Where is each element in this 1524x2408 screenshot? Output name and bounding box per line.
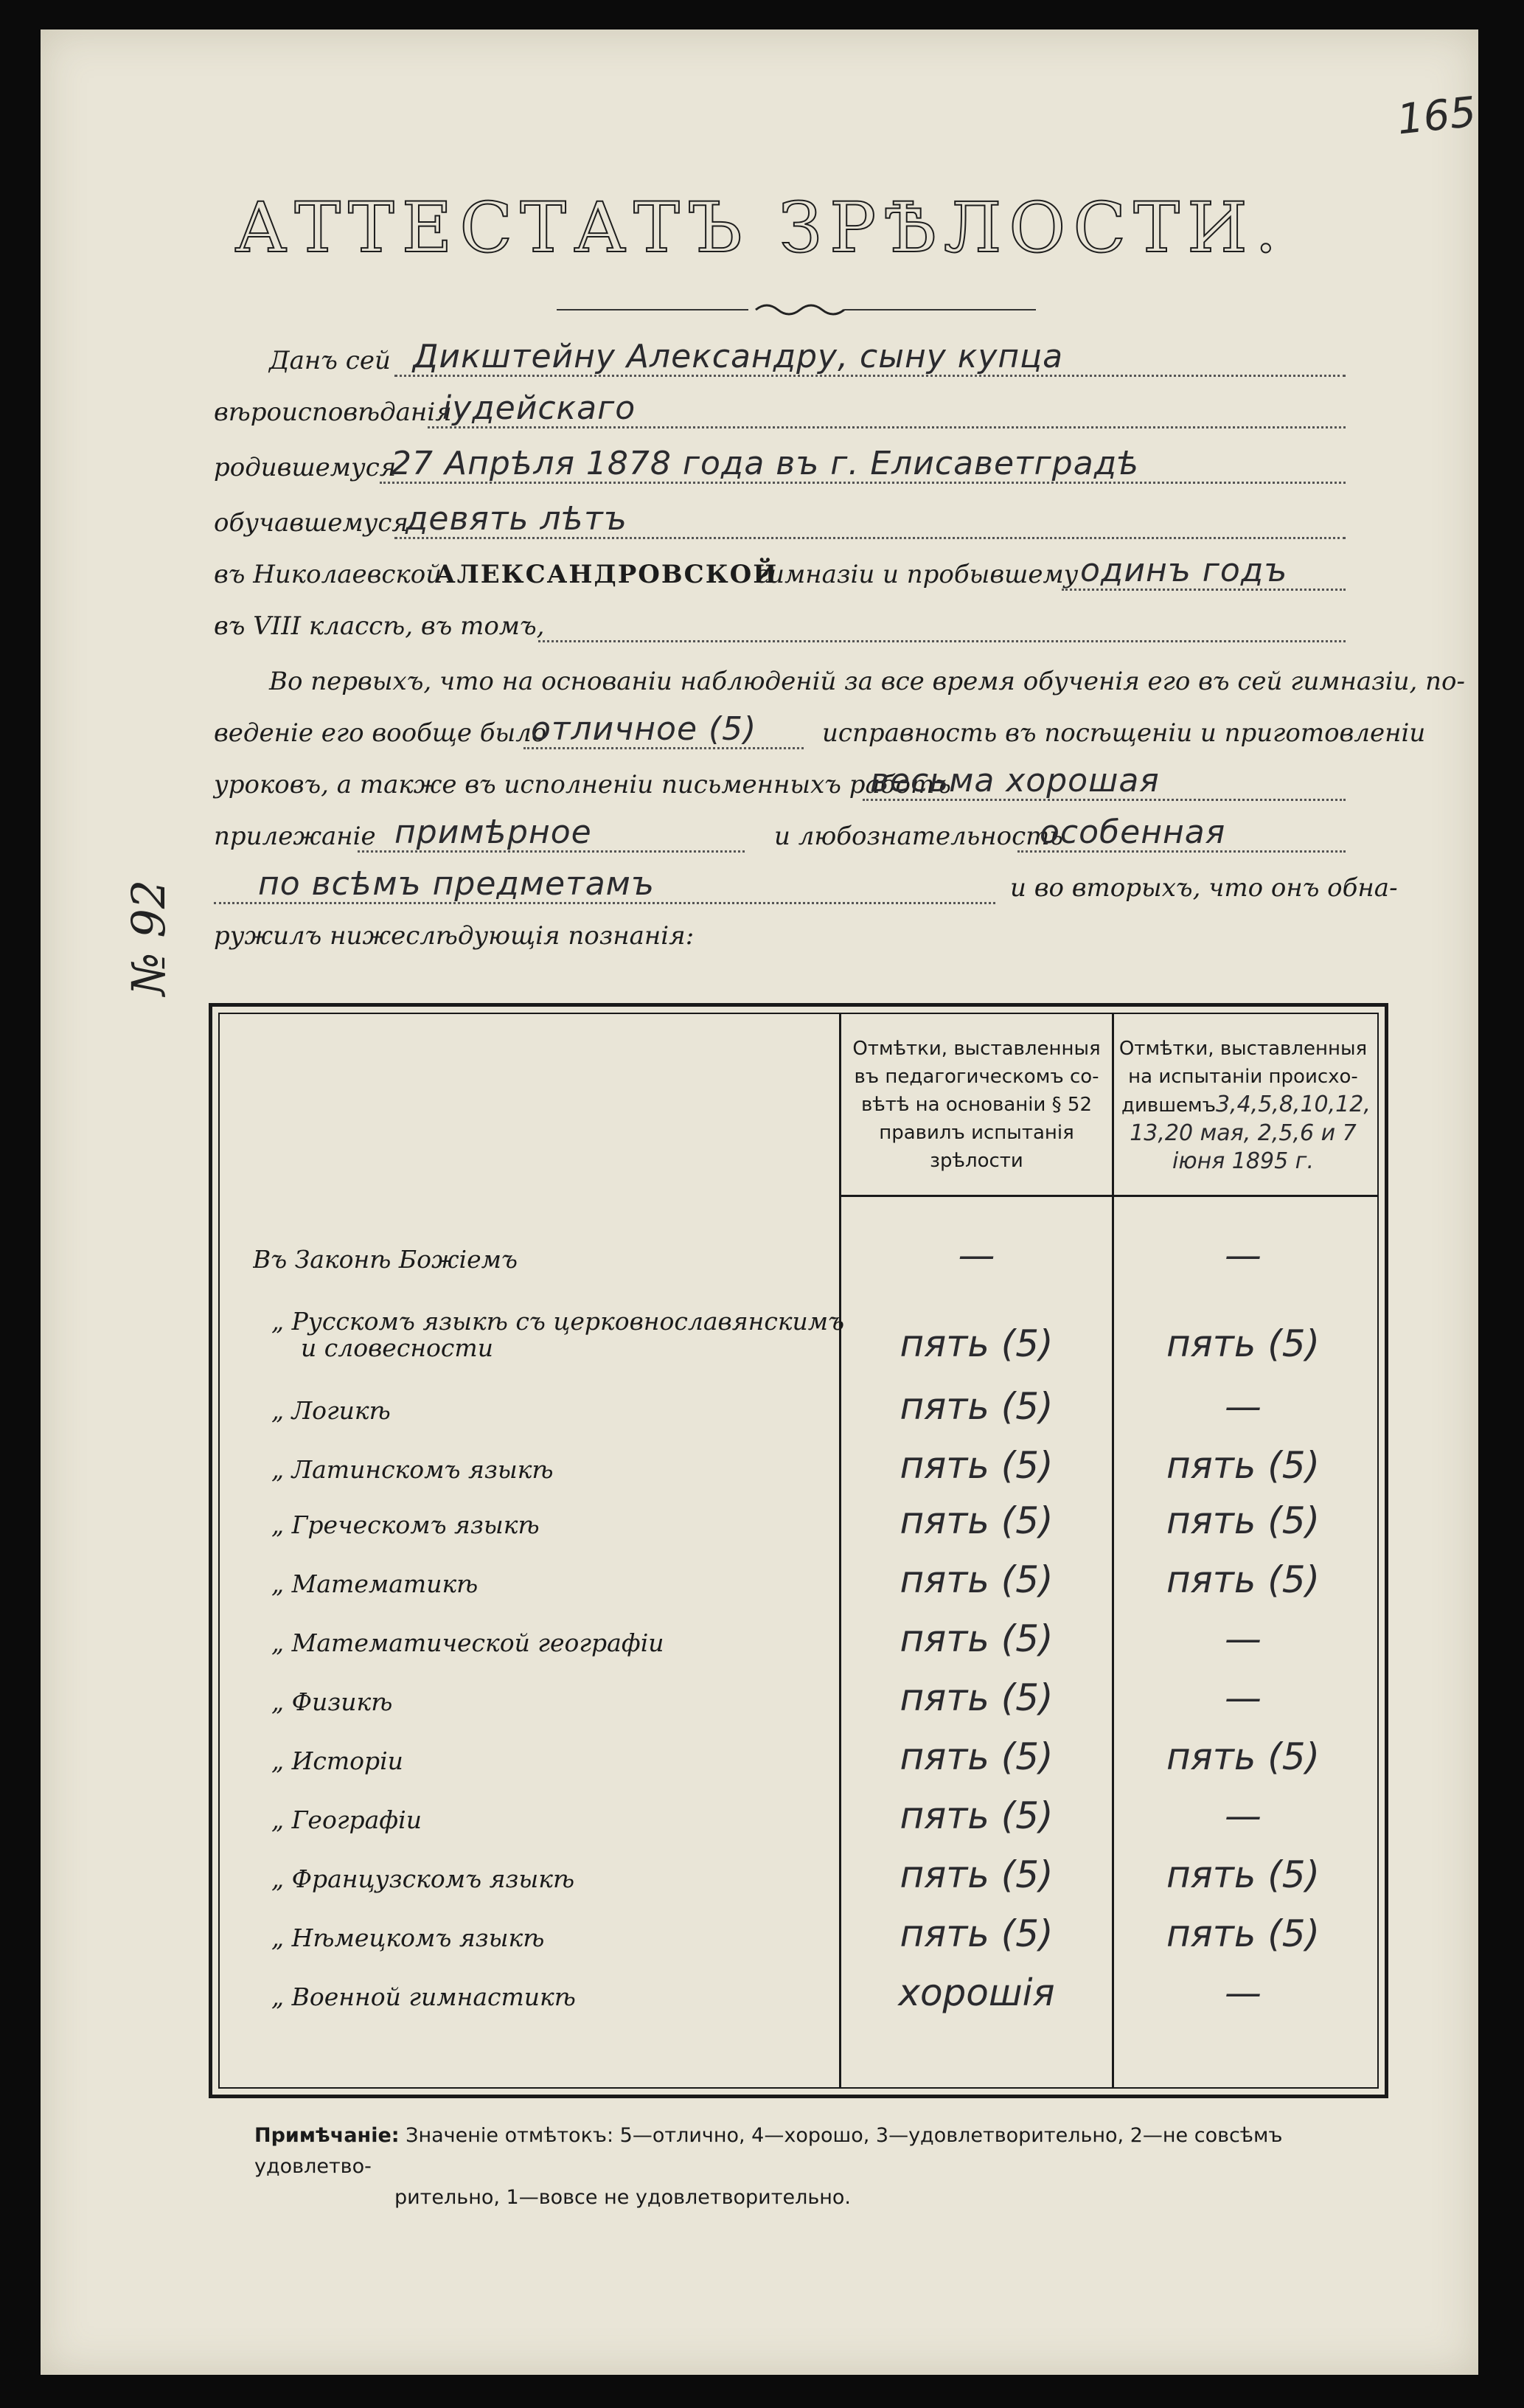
subject-name: „ Греческомъ языкѣ (271, 1510, 540, 1539)
label-written-work: уроковъ, а также въ исполненіи письменныхъ работъ (214, 770, 951, 799)
council-grade: пять (5) (900, 1676, 1054, 1719)
line-given-to (214, 336, 1346, 387)
dotted-line (538, 640, 1346, 642)
table-row (220, 1446, 1377, 1490)
subject-name: „ Нѣмецкомъ языкѣ (271, 1923, 545, 1952)
title-flourish (557, 299, 1036, 321)
subject-name: „ Французскомъ языкѣ (271, 1864, 575, 1893)
table-row (220, 1501, 1377, 1545)
label-curiosity: и любознательность (774, 822, 1063, 851)
council-grade: хорошія (898, 1971, 1055, 2014)
subject-name: „ Логикѣ (271, 1396, 391, 1425)
exam-grade: пять (5) (1166, 1912, 1321, 1955)
council-grade: пять (5) (900, 1499, 1054, 1542)
subject-name: „ Географіи (271, 1805, 422, 1834)
label-gymnasium-caps: АЛЕКСАНДРОВСКОЙ (435, 560, 779, 589)
line-written-work (214, 760, 1346, 811)
council-grade: пять (5) (900, 1444, 1054, 1487)
exam-grade: — (1225, 1234, 1262, 1277)
col2-header-dates (1114, 1091, 1372, 1120)
grades-table (209, 1003, 1388, 2098)
col2-header-prefix: дившемъ (1121, 1094, 1216, 1117)
subject-name-line1: „ Русскомъ языкѣ съ церковнославянскимъ (271, 1307, 845, 1336)
table-row (220, 1796, 1377, 1840)
col1-header-line: зрѣлости (930, 1150, 1023, 1172)
curiosity-scope-value: по всѣмъ предметамъ (258, 865, 655, 903)
exam-dates-2: 13,20 мая, 2,5,6 и 7 (1130, 1120, 1357, 1146)
margin-register-number: № 92 (122, 879, 175, 996)
col1-header-line: въ педагогическомъ со- (854, 1066, 1099, 1088)
studied-value: девять лѣтъ (406, 500, 627, 538)
exam-dates-1: 3,4,5,8,10,12, (1215, 1092, 1371, 1117)
council-grade: пять (5) (900, 1617, 1054, 1660)
label-born: родившемуся (214, 453, 397, 482)
line-religion (214, 387, 1346, 439)
subject-name: „ Военной гимнастикѣ (271, 1982, 576, 2011)
exam-grade: пять (5) (1166, 1735, 1321, 1778)
subject-name: „ Математической географіи (271, 1628, 664, 1657)
label-given: Данъ сей (269, 346, 391, 375)
label-gymnasium-a: въ Николаевской (214, 560, 442, 589)
footnote-text: Значеніе отмѣтокъ: 5—отлично, 4—хорошо, 3—удовлетворительно, 2—не совсѣмъ удовлетво- (254, 2124, 1283, 2178)
line-studied (214, 498, 1346, 549)
exam-grade: — (1225, 1794, 1262, 1837)
column-header-exam (1114, 1035, 1372, 1176)
council-grade: пять (5) (900, 1794, 1054, 1837)
table-row (220, 1678, 1377, 1722)
exam-grade: пять (5) (1166, 1853, 1321, 1896)
footnote-text-2: рительно, 1—вовсе не удовлетворительно. (394, 2186, 851, 2209)
exam-grade: — (1225, 1385, 1262, 1428)
subject-name: „ Исторіи (271, 1746, 403, 1775)
council-grade: пять (5) (900, 1385, 1054, 1428)
col1-header-line: правилъ испытанія (879, 1122, 1074, 1144)
footnote-label: Примѣчаніе: (254, 2124, 400, 2147)
line-class (214, 601, 1346, 653)
exam-grade: — (1225, 1676, 1262, 1719)
council-grade: пять (5) (900, 1558, 1054, 1601)
col2-header-line: Отмѣтки, выставленныя (1118, 1038, 1368, 1060)
subject-name: „ Латинскомъ языкѣ (271, 1455, 554, 1484)
table-row (220, 1737, 1377, 1781)
subject-name: и словесности (301, 1333, 493, 1362)
birth-value: 27 Апрѣля 1878 года въ г. Елисаветградѣ (391, 445, 1140, 482)
religion-value: іудейскаго (442, 389, 636, 427)
label-behavior: веденіе его вообще было (214, 718, 547, 748)
written-work-value: весьма хорошая (870, 762, 1160, 799)
table-row (220, 1619, 1377, 1663)
behavior-value: отличное (5) (531, 710, 757, 748)
subject-label: Въ Законѣ Божіемъ (253, 1245, 518, 1274)
stay-value: одинъ годъ (1080, 552, 1288, 589)
label-class: въ VIII классѣ, въ томъ, (214, 611, 545, 641)
council-grade: пять (5) (900, 1322, 1054, 1365)
grades-table-inner (218, 1013, 1379, 2089)
col2-header-line: на испытаніи происхо- (1128, 1066, 1358, 1088)
footnote-line-1 (254, 2120, 1405, 2182)
line-birth (214, 443, 1346, 494)
exam-grade: пять (5) (1166, 1322, 1321, 1365)
table-row (220, 1855, 1377, 1899)
table-row (220, 1302, 1377, 1368)
label-discovered: ружилъ нижеслѣдующія познанія: (214, 921, 695, 951)
exam-grade: — (1225, 1617, 1262, 1660)
subject-name (253, 1245, 857, 1274)
line-subjects-all (214, 863, 1398, 915)
line-behavior (214, 708, 1426, 760)
footnote (254, 2120, 1405, 2213)
exam-grade: — (1225, 1971, 1262, 2014)
label-diligence: прилежаніе (214, 822, 376, 851)
council-grade: — (958, 1234, 995, 1277)
label-gymnasium-b: гимназіи и пробывшему (756, 560, 1079, 589)
table-row (220, 1973, 1377, 2017)
column-header-council (841, 1035, 1112, 1175)
student-name: Дикштейну Александру, сыну купца (413, 338, 1064, 375)
line-diligence (214, 811, 1346, 863)
subject-name: „ Физикѣ (271, 1687, 393, 1716)
exam-grade: пять (5) (1166, 1444, 1321, 1487)
subject-name: „ Математикѣ (271, 1569, 479, 1598)
council-grade: пять (5) (900, 1912, 1054, 1955)
exam-dates-3: іюня 1895 г. (1172, 1148, 1314, 1174)
col1-header-line: Отмѣтки, выставленныя (852, 1038, 1101, 1060)
paragraph-firstly-text: Во первыхъ, что на основаніи наблюденій за все время обученія его въ сей гимназіи, по- (269, 667, 1465, 696)
curiosity-value: особенная (1040, 813, 1226, 851)
label-religion: вѣроисповѣданія (214, 398, 452, 427)
diligence-value: примѣрное (394, 813, 592, 851)
label-secondly: и во вторыхъ, что онъ обна- (1010, 873, 1398, 903)
line-gymnasium (214, 549, 1346, 601)
table-row (220, 1560, 1377, 1604)
col1-header-line: вѣтѣ на основаніи § 52 (861, 1094, 1092, 1116)
table-row (220, 1914, 1377, 1958)
table-row (220, 1235, 1377, 1280)
line-discovered (214, 911, 1346, 962)
label-studied: обучавшемуся (214, 508, 408, 538)
exam-grade: пять (5) (1166, 1558, 1321, 1601)
council-grade: пять (5) (900, 1735, 1054, 1778)
council-grade: пять (5) (900, 1853, 1054, 1896)
certificate-sheet (41, 30, 1478, 2375)
page-number: 165 (1394, 88, 1478, 145)
document-title: АТТЕСТАТЪ ЗРѢЛОСТИ. (234, 188, 1284, 268)
header-divider (839, 1195, 1377, 1197)
exam-grade: пять (5) (1166, 1499, 1321, 1542)
paragraph-firstly (214, 656, 1465, 708)
label-attendance: исправность въ посѣщеніи и приготовленіи (822, 718, 1426, 748)
table-row (220, 1387, 1377, 1431)
